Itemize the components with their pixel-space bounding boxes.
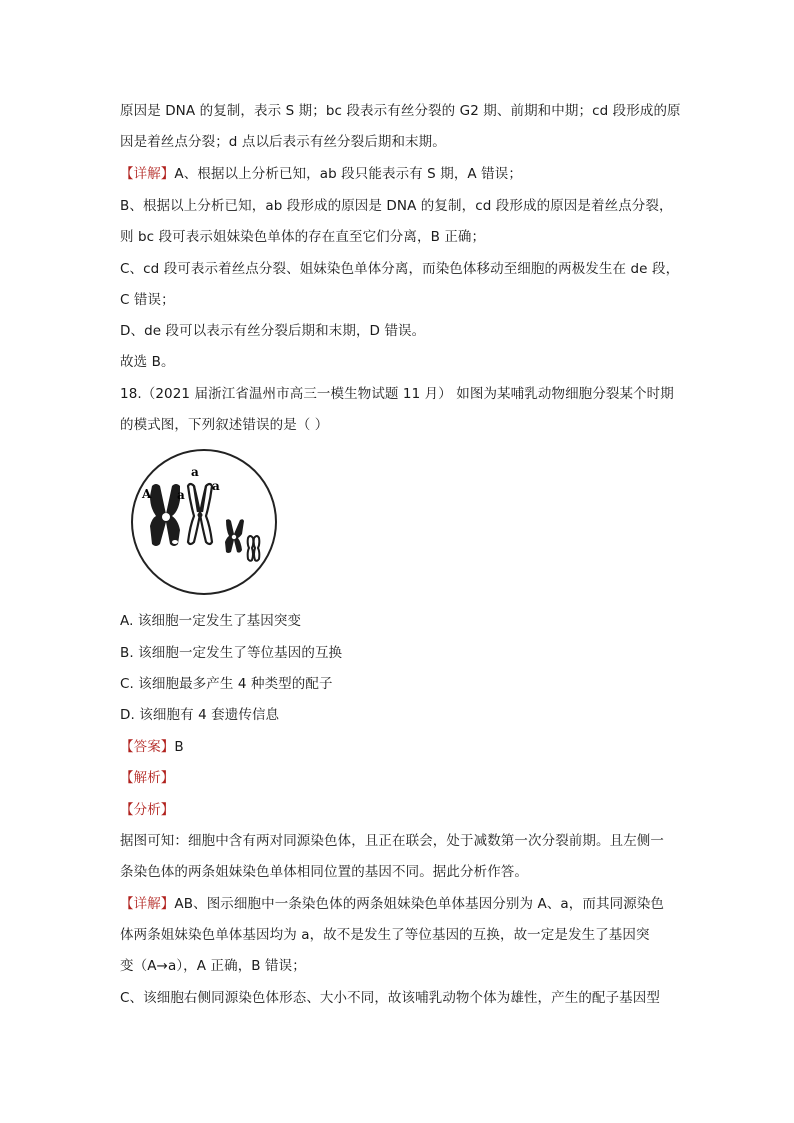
question-stem: 18.（2021 届浙江省温州市高三一模生物试题 11 月） 如图为某哺乳动物细胞分裂某个时期 — [120, 386, 674, 402]
fenxi-tag: 【分析】 — [120, 802, 175, 818]
detail-text: A、根据以上分析已知，ab 段只能表示有 S 期，A 错误； — [174, 166, 522, 182]
gene-label-a: a — [212, 479, 220, 493]
text-line: 原因是 DNA 的复制，表示 S 期；bc 段表示有丝分裂的 G2 期、前期和中期；cd 段形成的原 — [120, 103, 681, 119]
gene-label-a: a — [191, 465, 199, 479]
text-line: 体两条姐妹染色单体基因均为 a，故不是发生了等位基因的互换，故一定是发生了基因突 — [120, 927, 650, 943]
detail-text: AB、图示细胞中一条染色体的两条姐妹染色单体基因分别为 A、a，而其同源染色 — [174, 896, 665, 912]
detail-line — [120, 894, 680, 914]
chromosome-small-left — [225, 519, 244, 553]
text-line: C 错误； — [120, 292, 175, 308]
text-line: 条染色体的两条姐妹染色单体相同位置的基因不同。据此分析作答。 — [120, 864, 528, 880]
gene-label-A: A — [142, 487, 152, 501]
text-line: 因是着丝点分裂；d 点以后表示有丝分裂后期和末期。 — [120, 134, 446, 150]
text-line: 故选 B。 — [120, 354, 175, 370]
option-b: B. 该细胞一定发生了等位基因的互换 — [120, 645, 343, 661]
text-line: B、根据以上分析已知，ab 段形成的原因是 DNA 的复制，cd 段形成的原因是着丝点分裂， — [120, 198, 673, 214]
answer-tag: 【答案】 — [120, 739, 175, 755]
text-line: 则 bc 段可表示姐妹染色单体的存在直至它们分离，B 正确； — [120, 229, 486, 245]
gene-label-a: a — [177, 488, 185, 502]
answer-line — [120, 737, 680, 757]
text-line: C、该细胞右侧同源染色体形态、大小不同，故该哺乳动物个体为雄性，产生的配子基因型 — [120, 990, 660, 1006]
text-line: 变（A→a），A 正确，B 错误； — [120, 958, 306, 974]
option-c: C. 该细胞最多产生 4 种类型的配子 — [120, 676, 333, 692]
text-line: C、cd 段可表示着丝点分裂、姐妹染色单体分离，而染色体移动至细胞的两极发生在 de 段， — [120, 261, 680, 277]
chromosome-left — [150, 484, 180, 546]
analysis-tag: 【解析】 — [120, 770, 175, 786]
chromosome-center — [188, 484, 212, 544]
chromosome-small-right — [248, 536, 260, 561]
cell-division-figure — [128, 446, 280, 598]
detail-tag: 【详解】 — [120, 896, 175, 912]
detail-tag: 【详解】 — [120, 166, 175, 182]
answer-value: B — [174, 739, 184, 755]
question-stem: 的模式图，下列叙述错误的是（ ） — [120, 417, 329, 433]
text-line: 据图可知：细胞中含有两对同源染色体，且正在联会，处于减数第一次分裂前期。且左侧一 — [120, 833, 664, 849]
option-a: A. 该细胞一定发生了基因突变 — [120, 613, 302, 629]
text-line: D、de 段可以表示有丝分裂后期和末期，D 错误。 — [120, 323, 426, 339]
option-d: D. 该细胞有 4 套遗传信息 — [120, 707, 280, 723]
detail-line — [120, 164, 680, 184]
